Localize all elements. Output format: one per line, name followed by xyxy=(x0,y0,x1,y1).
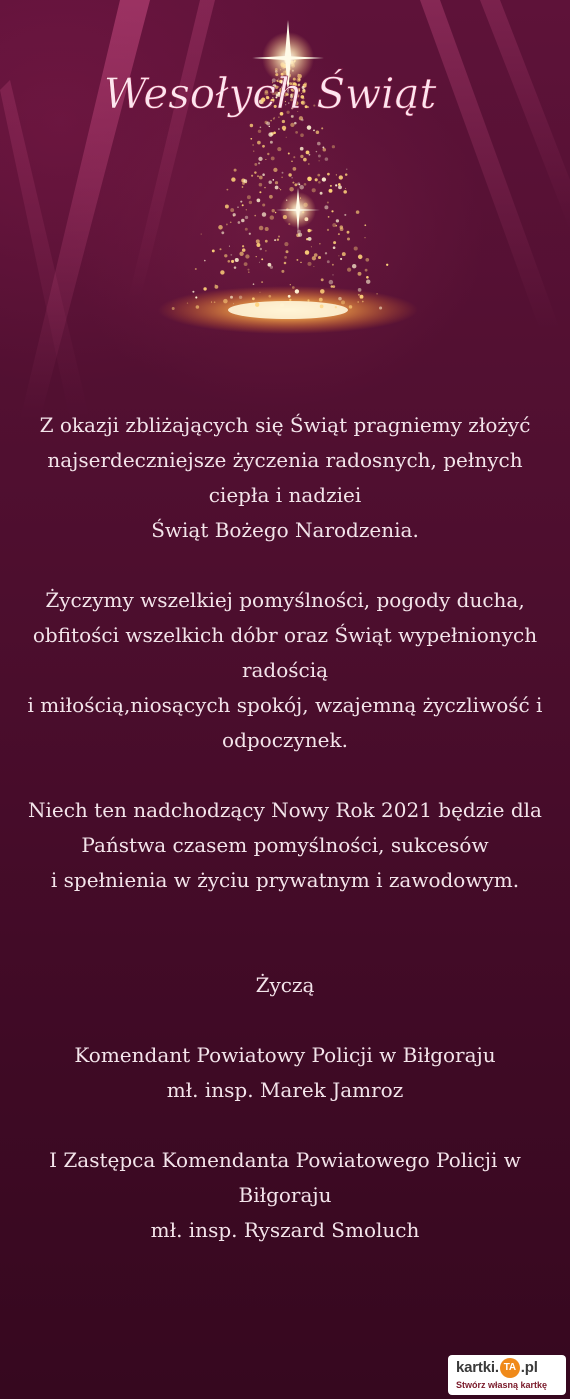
sparkle-dot xyxy=(269,181,272,184)
sparkle-dot xyxy=(218,225,223,230)
sparkle-dot xyxy=(360,295,364,299)
sparkle-dot xyxy=(300,133,304,137)
sparkle-dot xyxy=(270,215,274,219)
sparkle-dot xyxy=(319,243,320,244)
sparkle-dot xyxy=(245,254,249,258)
sparkle-dot xyxy=(286,250,289,253)
sparkle-dot xyxy=(307,125,311,129)
sparkle-dot xyxy=(245,228,248,231)
sparkle-dot xyxy=(290,123,294,127)
sparkle-dot xyxy=(214,301,216,303)
sparkle-dot xyxy=(284,262,287,265)
sparkle-dot xyxy=(333,246,336,249)
paragraph-new-year xyxy=(20,793,550,898)
sparkle-dot xyxy=(364,237,365,238)
sparkle-dot xyxy=(340,258,342,260)
sparkle-dot xyxy=(307,262,311,266)
sparkle-dot xyxy=(220,270,224,274)
sparkle-dot xyxy=(282,172,284,174)
logo-suffix: .pl xyxy=(520,1358,538,1376)
sparkle-dot xyxy=(265,240,268,243)
sparkle-dot xyxy=(296,259,298,261)
sparkle-dot xyxy=(247,195,251,199)
sparkle-dot xyxy=(282,120,285,123)
sparkle-dot xyxy=(260,248,262,250)
sparkle-dot xyxy=(203,287,206,290)
sparkle-dot xyxy=(319,160,320,161)
sparkle-dot xyxy=(347,237,350,240)
sparkle-dot xyxy=(262,173,265,176)
sparkle-dot xyxy=(211,302,212,303)
sparkle-dot xyxy=(279,188,280,189)
sparkle-dot xyxy=(343,190,347,194)
sparkle-dot xyxy=(275,181,278,184)
sparkle-dot xyxy=(237,206,239,208)
message-line: Życzymy wszelkiej pomyślności, pogody ducha, xyxy=(45,588,525,612)
sparkle-dot xyxy=(289,299,291,301)
sparkle-dot xyxy=(386,264,388,266)
sparkle-dot xyxy=(339,175,343,179)
sparkle-dot xyxy=(304,183,307,186)
sparkle-dot xyxy=(265,227,269,231)
sparkle-dot xyxy=(308,229,311,232)
christmas-tree-illustration xyxy=(0,0,570,400)
sparkle-dot xyxy=(305,250,309,254)
sparkle-dot xyxy=(230,254,232,256)
message-line: Świąt Bożego Narodzenia. xyxy=(151,518,419,542)
sparkle-dot xyxy=(354,246,358,250)
message-line: Państwa czasem pomyślności, sukcesów xyxy=(81,833,489,857)
sparkle-dot xyxy=(299,184,300,185)
sparkle-dot xyxy=(231,260,234,263)
sparkle-dot xyxy=(338,233,340,235)
sparkle-dot xyxy=(294,122,297,125)
sparkle-dot xyxy=(336,219,339,222)
sparkle-dot xyxy=(342,252,346,256)
sparkle-dot xyxy=(280,189,281,190)
wishes-from-label: Życzą xyxy=(255,973,315,997)
sparkle-dot xyxy=(345,188,346,189)
sparkle-dot xyxy=(219,248,221,250)
sparkle-dot xyxy=(256,239,260,243)
sparkle-dot xyxy=(295,289,299,293)
sparkle-dot xyxy=(313,130,315,132)
sparkle-dot xyxy=(275,212,277,214)
sparkle-dot xyxy=(233,213,236,216)
message-line: Z okazji zbliżających się Świąt pragniemy złożyć xyxy=(39,413,531,437)
sparkle-dot xyxy=(336,225,338,227)
sparkle-dot xyxy=(241,219,245,223)
sparkle-dot xyxy=(273,131,276,134)
kartki-logo xyxy=(456,1358,538,1378)
sparkle-dot xyxy=(357,301,359,303)
sparkle-dot xyxy=(332,285,335,288)
sparkle-dot xyxy=(248,271,250,273)
sparkle-dot xyxy=(250,138,252,140)
sparkle-dot xyxy=(240,201,242,203)
logo-prefix: kartki. xyxy=(456,1358,499,1376)
sparkle-dot xyxy=(290,284,291,285)
sparkle-dot xyxy=(307,299,309,301)
sparkle-dot xyxy=(252,144,254,146)
sparkle-dot xyxy=(253,151,254,152)
sparkle-dot xyxy=(293,156,295,158)
sparkle-dot xyxy=(330,185,332,187)
sparkle-dot xyxy=(230,308,233,311)
sparkle-dot xyxy=(273,168,277,172)
sparkle-dot xyxy=(257,175,259,177)
sparkle-dot xyxy=(300,262,301,263)
sparkle-dot xyxy=(239,296,242,299)
sparkle-dot xyxy=(196,305,200,309)
sparkle-dot xyxy=(318,181,321,184)
sparkle-dot xyxy=(253,283,255,285)
sparkle-dot xyxy=(317,174,320,177)
sparkle-dot xyxy=(344,214,346,216)
sparkle-dot xyxy=(331,210,333,212)
sparkle-dot xyxy=(365,269,368,272)
kartki-logo-link[interactable] xyxy=(448,1355,566,1395)
sparkle-dot xyxy=(288,295,291,298)
sparkle-dot xyxy=(204,260,206,262)
message-line: odpoczynek. xyxy=(222,728,348,752)
message-line: obfitości wszelkich dóbr oraz Świąt wypełnionych xyxy=(32,623,538,647)
message-line: najserdeczniejsze życzenia radosnych, pełnych xyxy=(47,448,523,472)
signature-deputy xyxy=(20,1143,550,1248)
sparkle-dot xyxy=(268,295,271,298)
sparkle-dot xyxy=(341,300,345,304)
signature-line: Biłgoraju xyxy=(238,1183,332,1207)
sparkle-dot xyxy=(258,157,262,161)
sparkle-dot xyxy=(252,297,255,300)
sparkle-dot xyxy=(259,176,263,180)
sparkle-dot xyxy=(272,209,275,212)
sparkle-dot xyxy=(347,231,350,234)
sparkle-dot xyxy=(288,153,290,155)
signature-line: mł. insp. Ryszard Smoluch xyxy=(150,1218,420,1242)
sparkle-dot xyxy=(327,229,329,231)
sparkle-dot xyxy=(288,173,291,176)
sparkle-dot xyxy=(223,299,228,304)
sparkle-dot xyxy=(277,239,279,241)
sparkle-dot xyxy=(234,266,237,269)
sparkle-dot xyxy=(250,124,253,127)
sparkle-dot xyxy=(366,276,369,279)
sparkle-dot xyxy=(195,268,197,270)
sparkle-dot xyxy=(320,192,323,195)
sparkle-dot xyxy=(230,296,233,299)
sparkle-dot xyxy=(261,281,263,283)
sparkle-dot xyxy=(225,205,229,209)
sparkle-dot xyxy=(275,186,279,190)
sparkle-dot xyxy=(266,122,270,126)
sparkle-dot xyxy=(362,301,364,303)
sparkle-dot xyxy=(322,177,326,181)
sparkle-dot xyxy=(347,268,351,272)
sparkle-dot xyxy=(325,252,327,254)
sparkle-dot xyxy=(319,298,323,302)
sparkle-dot xyxy=(221,231,224,234)
sparkle-dot xyxy=(338,297,342,301)
sparkle-dot xyxy=(245,216,248,219)
sparkle-dot xyxy=(212,249,215,252)
signature-line: Komendant Powiatowy Policji w Biłgoraju xyxy=(74,1043,496,1067)
sparkle-dot xyxy=(238,221,241,224)
sparkle-dot xyxy=(228,260,231,263)
sparkle-dot xyxy=(254,171,256,173)
sparkle-dot xyxy=(201,234,202,235)
sparkle-dot xyxy=(271,156,275,160)
sparkle-dot xyxy=(257,141,261,145)
sparkle-dot xyxy=(256,256,257,257)
sparkle-dot xyxy=(349,305,353,309)
sparkle-dot xyxy=(327,260,330,263)
sparkle-dot xyxy=(312,256,316,260)
sparkle-dot xyxy=(320,305,324,309)
sparkle-dot xyxy=(284,242,288,246)
sparkle-dot xyxy=(379,306,382,309)
sparkle-dot xyxy=(292,182,294,184)
sparkle-dot xyxy=(335,306,337,308)
sparkle-dot xyxy=(333,241,336,244)
sparkle-dot xyxy=(332,223,336,227)
sparkle-dot xyxy=(265,250,266,251)
sparkle-dot xyxy=(328,216,330,218)
title-wesolych-swiat: Wesołych Świąt xyxy=(103,69,437,118)
sparkle-dot xyxy=(358,294,360,296)
sparkle-dot xyxy=(306,151,310,155)
sparkle-dot xyxy=(256,243,260,247)
sparkle-dot xyxy=(356,210,360,214)
sparkle-dot xyxy=(312,188,316,192)
sparkle-dot xyxy=(277,147,281,151)
sparkle-dot xyxy=(226,223,228,225)
sparkle-dot xyxy=(324,205,328,209)
sparkle-dot xyxy=(268,263,272,267)
sparkle-dot xyxy=(260,126,262,128)
logo-tagline: Stwórz własną kartkę xyxy=(456,1380,548,1390)
sparkle-dot xyxy=(274,239,276,241)
sparkle-dot xyxy=(332,264,334,266)
sparkle-dot xyxy=(192,291,194,293)
paragraph-wishes xyxy=(20,583,550,758)
sparkle-dot xyxy=(261,258,263,260)
signature-line: I Zastępca Komendanta Powiatowego Policji w xyxy=(49,1148,521,1172)
sparkle-dot xyxy=(244,262,248,266)
sparkle-dot xyxy=(311,246,312,247)
sparkle-dot xyxy=(242,245,244,247)
sparkle-dot xyxy=(376,293,378,295)
sparkle-dot xyxy=(300,155,303,158)
sparkle-dot xyxy=(262,145,265,148)
sparkle-dot xyxy=(329,280,334,285)
sparkle-dot xyxy=(229,246,230,247)
sparkle-dot xyxy=(278,128,280,130)
sparkle-dot xyxy=(284,256,287,259)
sparkle-dot xyxy=(291,160,293,162)
sparkle-dot xyxy=(307,177,312,182)
sparkle-dot xyxy=(325,157,329,161)
sparkle-dot xyxy=(268,132,272,136)
sparkle-dot xyxy=(352,264,356,268)
sparkle-dot xyxy=(270,141,273,144)
sparkle-dot xyxy=(299,185,304,190)
sparkle-dot xyxy=(316,151,317,152)
sparkle-dot xyxy=(321,127,323,129)
sparkle-dot xyxy=(259,183,263,187)
sparkle-dot xyxy=(239,252,243,256)
sparkle-dot xyxy=(230,221,232,223)
sparkle-dot xyxy=(273,118,275,120)
sparkle-dot xyxy=(251,175,253,177)
sparkle-dot xyxy=(269,195,273,199)
sparkle-dot xyxy=(249,201,252,204)
sparkle-dot xyxy=(262,203,265,206)
sparkle-dot xyxy=(308,163,310,165)
sparkle-dot xyxy=(329,189,333,193)
sparkle-dot xyxy=(335,184,337,186)
sparkle-dot xyxy=(318,155,321,158)
sparkle-dot xyxy=(364,224,366,226)
sparkle-dot xyxy=(289,187,294,192)
sparkle-dot xyxy=(332,274,333,275)
sparkle-dot xyxy=(338,185,342,189)
sparkle-dot xyxy=(195,296,197,298)
sparkle-dot xyxy=(292,286,295,289)
sparkle-dot xyxy=(242,248,246,252)
paragraph-intro xyxy=(20,408,550,548)
sparkle-dot xyxy=(365,258,369,262)
sparkle-dot xyxy=(281,177,283,179)
sparkle-dot xyxy=(295,131,298,134)
message-line: Niech ten nadchodzący Nowy Rok 2021 będzie dla xyxy=(28,798,542,822)
sparkle-dot xyxy=(258,162,260,164)
sparkle-dot xyxy=(259,191,261,193)
sparkle-dot xyxy=(283,128,286,131)
message-line: radością xyxy=(241,658,329,682)
sparkle-dot xyxy=(366,280,370,284)
sparkle-dot xyxy=(255,303,259,307)
sparkle-dot xyxy=(346,169,347,170)
sparkle-dot xyxy=(242,186,244,188)
sparkle-dot xyxy=(259,226,264,231)
sparkle-dot xyxy=(278,235,280,237)
sparkle-dot xyxy=(313,266,314,267)
sparkle-dot xyxy=(257,199,261,203)
sparkle-dot xyxy=(358,288,362,292)
sparkle-dot xyxy=(318,256,321,259)
sparkle-dot xyxy=(315,178,318,181)
sparkle-dot xyxy=(264,187,265,188)
signature-commander xyxy=(20,1038,550,1108)
sparkle-dot xyxy=(323,148,327,152)
sparkle-dot xyxy=(338,183,341,186)
sparkle-dot xyxy=(293,167,297,171)
sparkle-dot xyxy=(187,302,188,303)
sparkle-dot xyxy=(247,269,249,271)
sparkle-dot xyxy=(320,289,325,294)
sparkle-dot xyxy=(254,163,257,166)
sparkle-dot xyxy=(230,208,234,212)
sparkle-dot xyxy=(281,270,284,273)
sparkle-dot xyxy=(280,303,284,307)
sparkle-dot xyxy=(269,126,271,128)
sparkle-dot xyxy=(308,237,312,241)
sparkle-dot xyxy=(272,179,274,181)
sparkle-dot xyxy=(298,233,302,237)
sparkle-dot xyxy=(172,307,175,310)
sparkle-dot xyxy=(336,174,337,175)
sparkle-dot xyxy=(235,258,239,262)
sparkle-dot xyxy=(301,119,303,121)
sparkle-dot xyxy=(245,181,247,183)
sparkle-dot xyxy=(267,153,269,155)
greeting-message xyxy=(20,408,550,1248)
sparkle-dot xyxy=(300,147,304,151)
sparkle-dot xyxy=(270,120,272,122)
sparkle-dot xyxy=(249,233,251,235)
message-line: i spełnienia w życiu prywatnym i zawodowym. xyxy=(50,868,520,892)
sparkle-dot xyxy=(317,142,321,146)
sparkle-dot xyxy=(309,154,311,156)
sparkle-dot xyxy=(254,215,256,217)
sparkle-dot xyxy=(260,292,261,293)
sparkle-dot xyxy=(327,173,330,176)
sparkle-dot xyxy=(303,158,307,162)
sparkle-dot xyxy=(340,225,344,229)
sparkle-dot xyxy=(332,145,335,148)
sparkle-dot xyxy=(224,254,227,257)
sparkle-dot xyxy=(262,212,266,216)
signature-line: mł. insp. Marek Jamroz xyxy=(166,1078,404,1102)
logo-circle: TA xyxy=(500,1358,520,1378)
sparkle-dot xyxy=(358,272,362,276)
sparkle-dot xyxy=(258,130,261,133)
sparkle-dot xyxy=(291,177,292,178)
message-line: ciepła i nadziei xyxy=(208,483,362,507)
sparkle-dot xyxy=(294,183,297,186)
sparkle-dot xyxy=(246,209,247,210)
sparkle-dot xyxy=(316,130,320,134)
sparkle-dot xyxy=(321,278,324,281)
mid-star-icon xyxy=(276,188,320,232)
sparkle-dot xyxy=(234,169,237,172)
sparkle-dot xyxy=(231,177,235,181)
sparkle-dot xyxy=(338,255,339,256)
sparkle-dot xyxy=(259,262,260,263)
sparkle-dot xyxy=(327,201,329,203)
sparkle-dot xyxy=(345,173,348,176)
sparkle-dot xyxy=(242,204,244,206)
sparkle-dot xyxy=(358,255,363,260)
sparkle-dot xyxy=(233,303,234,304)
message-line: i miłością,niosących spokój, wzajemną życzliwość i xyxy=(27,693,543,717)
sparkle-dot xyxy=(226,189,228,191)
sparkle-dot xyxy=(215,285,219,289)
sparkle-dot xyxy=(265,159,266,160)
sparkle-dot xyxy=(286,137,287,138)
